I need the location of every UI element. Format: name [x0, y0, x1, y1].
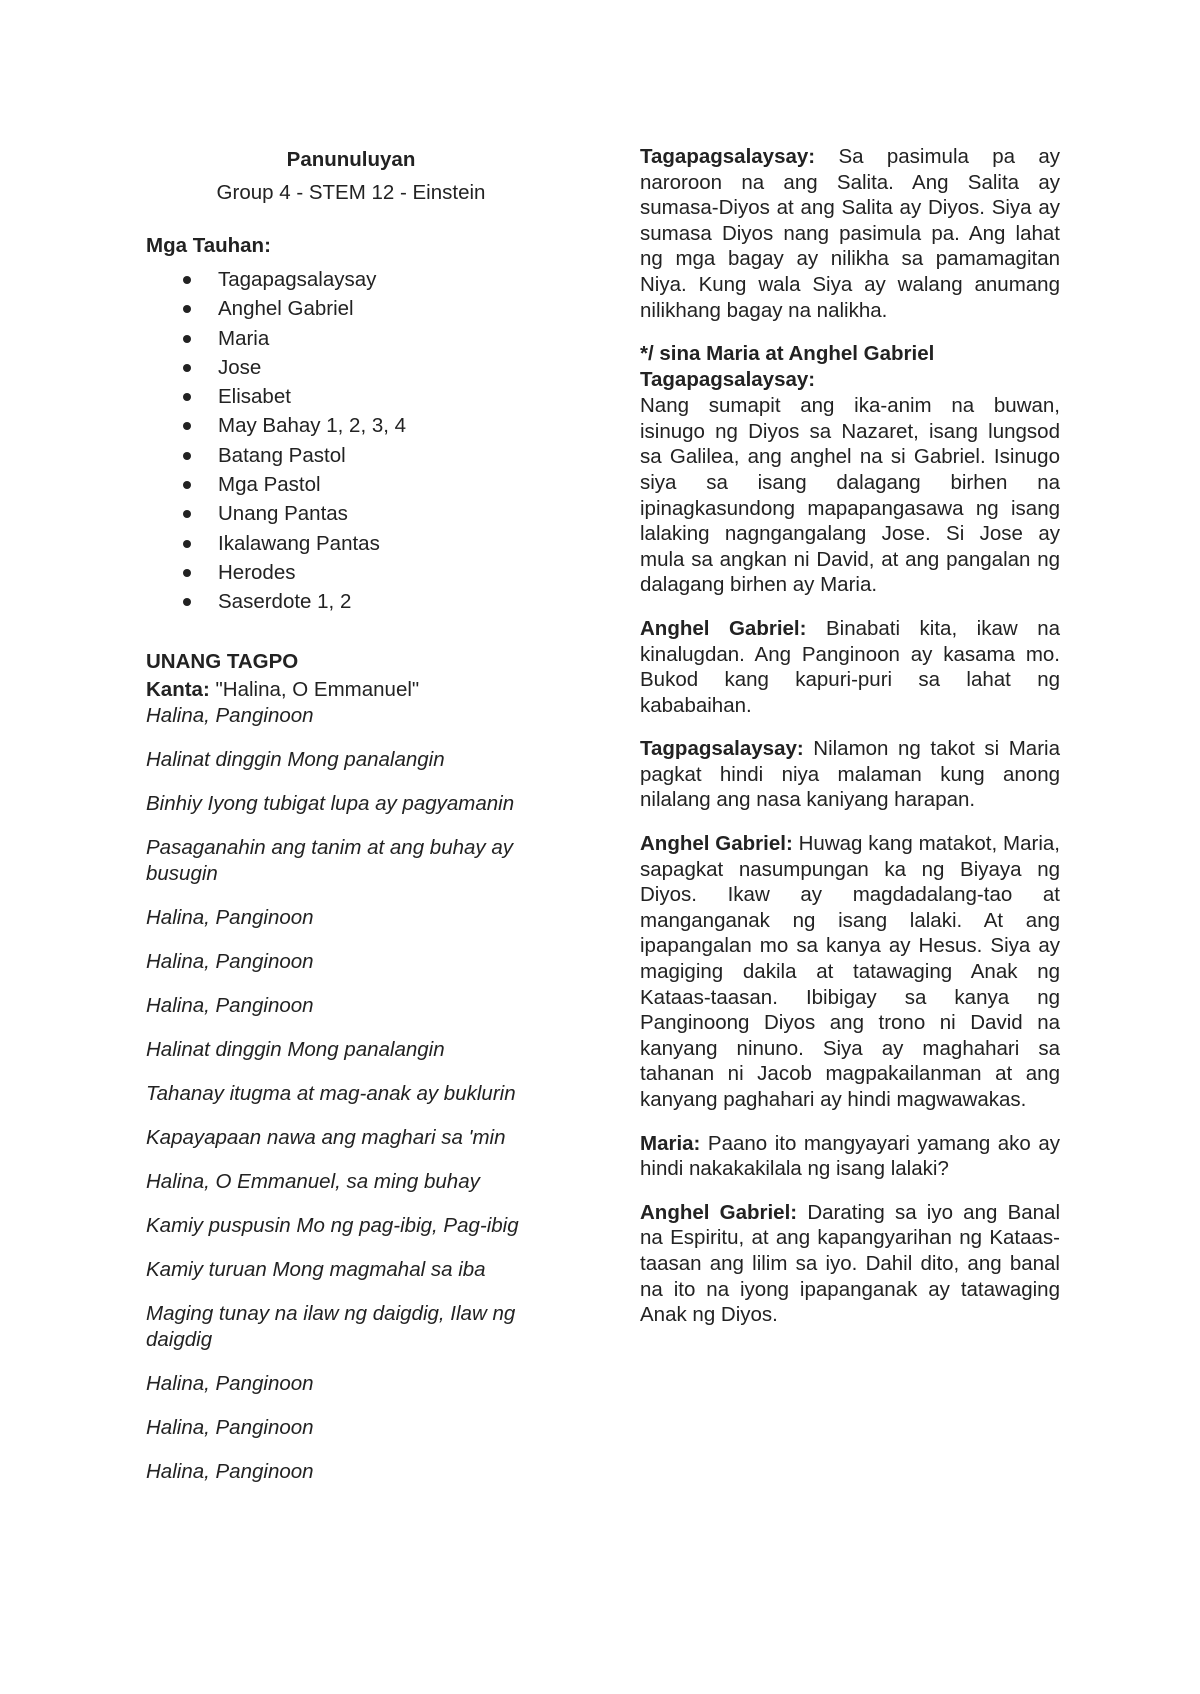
- cast-name: May Bahay 1, 2, 3, 4: [218, 414, 407, 438]
- lyric-line: Kapayapaan nawa ang maghari sa 'min: [146, 1125, 506, 1149]
- speaker-name: Anghel Gabriel:: [640, 832, 793, 856]
- cast-name: Tagapagsalaysay: [218, 268, 377, 291]
- speaker-name: Anghel Gabriel:: [640, 1200, 798, 1224]
- dialogue-paragraph: [640, 1131, 1060, 1182]
- bullet-icon: [183, 452, 191, 460]
- song-title: "Halina, O Emmanuel": [215, 677, 420, 701]
- lyric-line: Maging tunay na ilaw ng daigdig, Ilaw ng daigdig: [146, 1301, 516, 1351]
- lyric-line: Halina, Panginoon: [146, 993, 314, 1017]
- cast-name: Ikalawang Pantas: [218, 531, 380, 555]
- cast-name: Jose: [218, 355, 262, 379]
- cast-name: Batang Pastol: [218, 443, 346, 467]
- dialogue-paragraph: [640, 616, 1060, 718]
- bullet-icon: [183, 481, 191, 489]
- bullet-icon: [183, 510, 191, 518]
- list-item: [146, 470, 556, 499]
- cast-name: Mga Pastol: [218, 473, 321, 497]
- dialogue-paragraph: [640, 831, 1060, 1113]
- scene-heading: UNANG TAGPO: [146, 649, 299, 673]
- right-column: [640, 144, 1060, 1346]
- cast-name: Saserdote 1, 2: [218, 590, 352, 614]
- list-item: [146, 324, 556, 353]
- lyric-line: Halina, Panginoon: [146, 1459, 314, 1483]
- bullet-icon: [183, 364, 191, 372]
- list-item: [146, 382, 556, 411]
- speaker-name: Anghel Gabriel:: [640, 616, 807, 640]
- lyric-line: Pasaganahin ang tanim at ang buhay ay busugin: [146, 835, 513, 885]
- song-line: [146, 676, 556, 703]
- list-item: [146, 294, 556, 323]
- dialogue-paragraph: [640, 1200, 1060, 1328]
- dialogue-text: Huwag kang matakot, Maria, sapagkat nasumpungan ka ng Biyaya ng Diyos. Ikaw ay magdadalang-tao at manganganak ng isang lalaki. At ang ipapangalan mo sa kanya ay Hesus. Siya ay magiging dakila at tatawaging Anak ng Kataas-taasan. Ibibigay sa kanya ng Panginoong Diyos ang trono ni David na kanyang ninuno. Siya ay maghahari sa tahanan ni Jacob magpakailanman at ang kanyang paghahari ay hindi magwawakas.: [640, 832, 1060, 1111]
- list-item: [146, 265, 556, 294]
- document-subtitle: Group 4 - STEM 12 - Einstein: [216, 181, 486, 204]
- speaker-name: Maria:: [640, 1131, 701, 1155]
- list-item: [146, 529, 556, 558]
- stage-direction: */ sina Maria at Anghel Gabriel: [640, 342, 935, 366]
- list-item: [146, 499, 556, 528]
- list-item: [146, 411, 556, 440]
- speaker-name: Tagapagsalaysay:: [640, 145, 816, 168]
- lyric-line: Halinat dinggin Mong panalangin: [146, 1037, 445, 1061]
- lyric-line: Tahanay itugma at mag-anak ay buklurin: [146, 1081, 516, 1105]
- lyric-line: Halina, Panginoon: [146, 703, 314, 727]
- dialogue-paragraph: [640, 736, 1060, 813]
- cast-heading: Mga Tauhan:: [146, 234, 271, 257]
- song-label: Kanta:: [146, 677, 210, 701]
- lyric-line: Halina, Panginoon: [146, 1371, 314, 1395]
- cast-name: Maria: [218, 326, 270, 350]
- document-title: Panunuluyan: [286, 148, 416, 171]
- cast-name: Unang Pantas: [218, 502, 348, 526]
- bullet-icon: [183, 598, 191, 606]
- lyric-line: Halinat dinggin Mong panalangin: [146, 747, 445, 771]
- speaker-name: Tagapagsalaysay:: [640, 368, 816, 392]
- dialogue-text: Darating sa iyo ang Banal na Espiritu, at ang kapangyarihan ng Kataas-taasan ang lilim sa iyo. Dahil dito, ang banal na ito na iyong ipapanganak ay tatawaging Anak ng Diyos.: [640, 1200, 1060, 1327]
- lyric-line: Halina, Panginoon: [146, 905, 314, 929]
- speaker-name: Tagpagsalaysay:: [640, 737, 804, 761]
- lyric-line: Kamiy turuan Mong magmahal sa iba: [146, 1257, 486, 1281]
- lyric-line: Halina, Panginoon: [146, 1415, 314, 1439]
- dialogue-text: Nilamon ng takot si Maria pagkat hindi niya malaman kung anong nilalang ang nasa kaniyang harapan.: [640, 737, 1060, 812]
- cast-list: [146, 265, 556, 617]
- left-column: [146, 144, 556, 1503]
- dialogue-text: Sa pasimula pa ay naroroon na ang Salita. Ang Salita ay sumasa-Diyos at ang Salita ay Diyos. Siya ay sumasa Diyos nang pasimula pa. Ang lahat ng mga bagay ay nilikha sa pamamagitan Niya. Kung wala Siya ay walang anumang nilikhang bagay na nalikha.: [640, 145, 1061, 322]
- bullet-icon: [183, 335, 191, 343]
- bullet-icon: [183, 276, 191, 284]
- lyric-line: Kamiy puspusin Mo ng pag-ibig, Pag-ibig: [146, 1213, 519, 1237]
- lyric-line: Halina, O Emmanuel, sa ming buhay: [146, 1169, 480, 1193]
- list-item: [146, 587, 556, 616]
- bullet-icon: [183, 569, 191, 577]
- dialogue-text: Binabati kita, ikaw na kinalugdan. Ang Panginoon ay kasama mo. Bukod kang kapuri-puri sa lahat ng kababaihan.: [640, 616, 1060, 717]
- cast-name: Anghel Gabriel: [218, 297, 354, 321]
- list-item: [146, 353, 556, 382]
- list-item: [146, 558, 556, 587]
- bullet-icon: [183, 422, 191, 430]
- bullet-icon: [183, 393, 191, 401]
- cast-name: Herodes: [218, 560, 296, 584]
- dialogue-text: Paano ito mangyayari yamang ako ay hindi nakakakilala ng isang lalaki?: [640, 1131, 1060, 1181]
- dialogue-text: Nang sumapit ang ika-anim na buwan, isinugo ng Diyos sa Nazaret, isang lungsod sa Galilea, ang anghel na si Gabriel. Isinugo siya sa isang dalagang birhen na ipinagkasundong mapapangasawa ng isang lalaking nagngangalang Jose. Si Jose ay mula sa angkan ni David, at ang pangalan ng dalagang birhen ay Maria.: [640, 394, 1060, 597]
- lyric-line: Binhiy Iyong tubigat lupa ay pagyamanin: [146, 791, 515, 815]
- cast-name: Elisabet: [218, 385, 291, 409]
- lyric-line: Halina, Panginoon: [146, 949, 314, 973]
- dialogue-paragraph: [640, 144, 1060, 323]
- bullet-icon: [183, 540, 191, 548]
- list-item: [146, 441, 556, 470]
- bullet-icon: [183, 305, 191, 313]
